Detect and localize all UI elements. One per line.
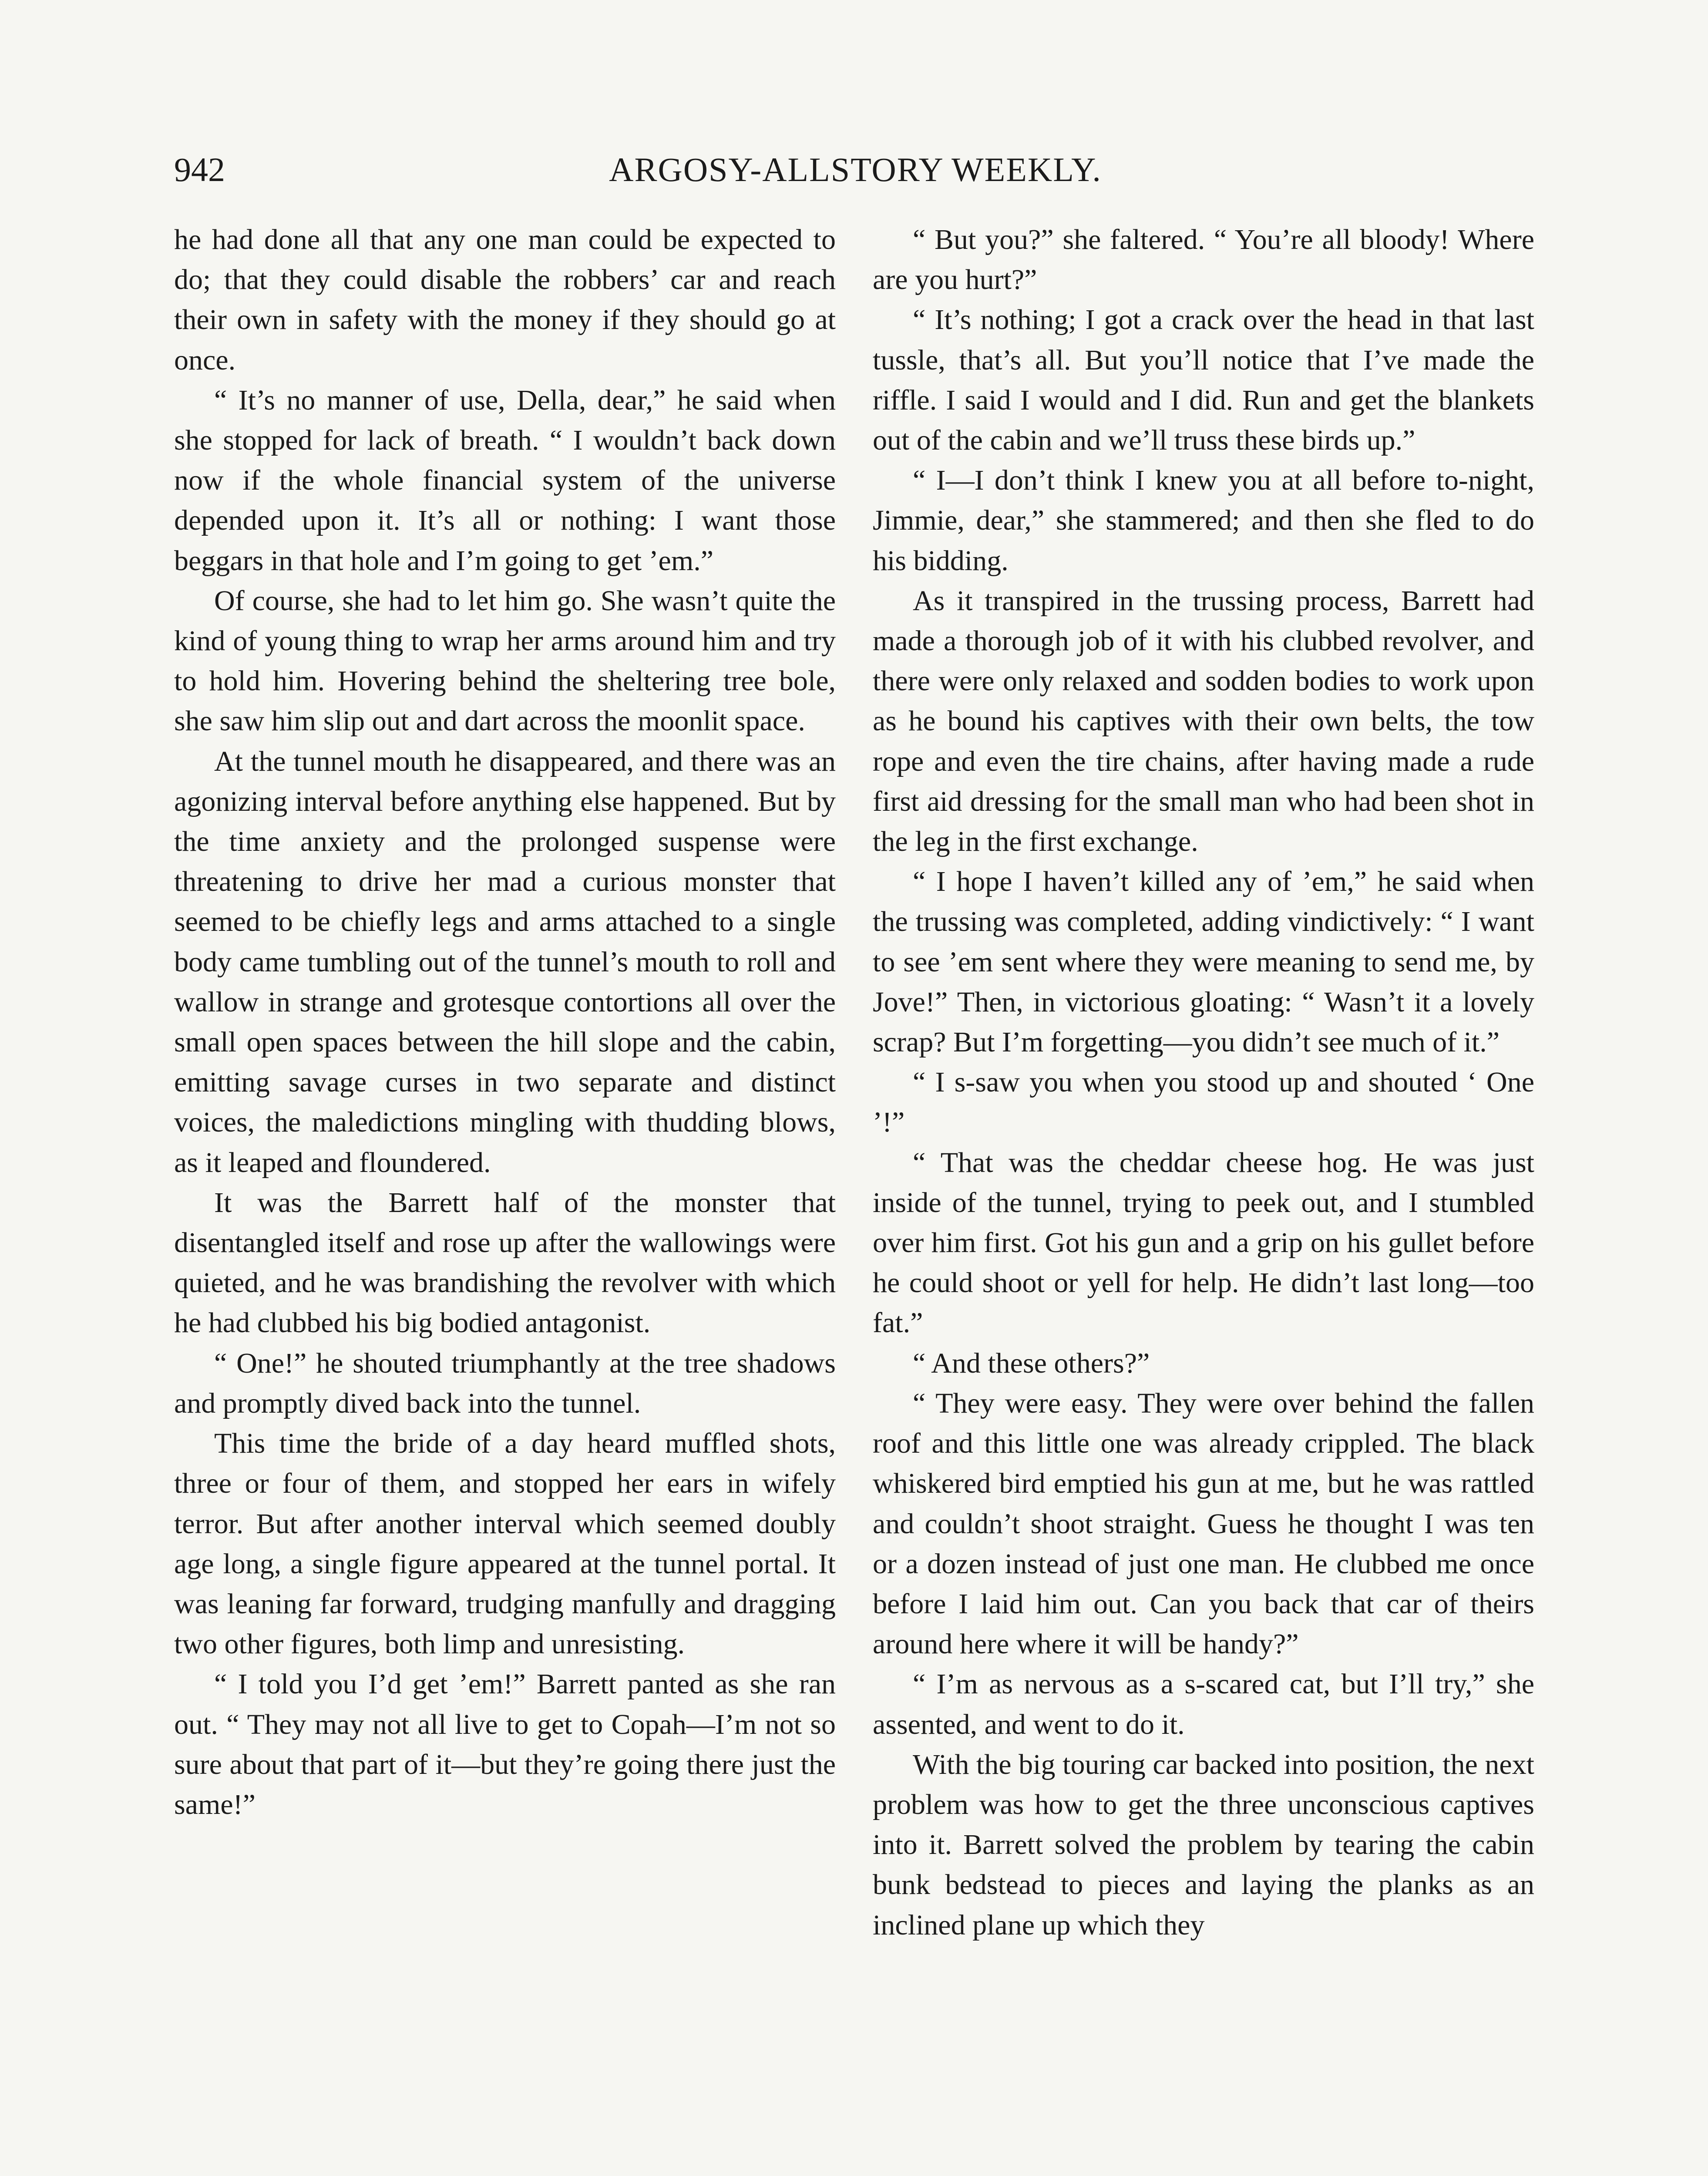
right-text-column: [873, 220, 1534, 2176]
paragraph: “ I—I don’t think I knew you at all before to-night, Jimmie, dear,” she stammered; and then she fled to do his bidding.: [873, 464, 1534, 577]
paragraph: This time the bride of a day heard muffled shots, three or four of them, and stopped her ears in wifely terror. But after another interval which seemed doubly age long, a single figure appeared at the tunnel portal. It was leaning far forward, trudging manfully and dragging two other figures, both limp and unresisting.: [174, 1427, 836, 1660]
paragraph: “ I told you I’d get ’em!” Barrett panted as she ran out. “ They may not all live to get to Copah—I’m not so sure about that part of it—but they’re going there just the same!”: [174, 1668, 836, 1820]
paragraph: Of course, she had to let him go. She wasn’t quite the kind of young thing to wrap her arms around him and try to hold him. Hovering behind the sheltering tree bole, she saw him slip out and dart across the moonlit space.: [174, 584, 836, 737]
paragraph: “ I’m as nervous as a s-scared cat, but I’ll try,” she assented, and went to do it.: [873, 1668, 1534, 1740]
page-header: [174, 144, 1537, 196]
paragraph: “ It’s no manner of use, Della, dear,” he said when she stopped for lack of breath. “ I wouldn’t back down now if the whole financial system of the universe depended upon it. It’s all or nothing: I want those beggars in that hole and I’m going to get ’em.”: [174, 384, 836, 577]
paragraph: With the big touring car backed into position, the next problem was how to get the three unconscious captives into it. Barrett solved the problem by tearing the cabin bunk bedstead to pieces and laying the planks as an inclined plane up which they: [873, 1748, 1534, 1941]
paragraph: “ But you?” she faltered. “ You’re all bloody! Where are you hurt?”: [873, 224, 1534, 296]
left-text-column: [174, 220, 836, 2176]
paragraph: “ One!” he shouted triumphantly at the tree shadows and promptly dived back into the tunnel.: [174, 1347, 836, 1419]
page-number: 942: [174, 151, 225, 188]
paragraph: “ That was the cheddar cheese hog. He was just inside of the tunnel, trying to peek out, and I stumbled over him first. Got his gun and a grip on his gullet before he could shoot or yell for help. He didn’t last long—too fat.”: [873, 1146, 1534, 1339]
paragraph: As it transpired in the trussing process, Barrett had made a thorough job of it with his clubbed revolver, and there were only relaxed and sodden bodies to work upon as he bound his captives with their own belts, the tow rope and even the tire chains, after having made a rude first aid dressing for the small man who had been shot in the leg in the first exchange.: [873, 584, 1534, 858]
paragraph: “ It’s nothing; I got a crack over the head in that last tussle, that’s all. But you’ll notice that I’ve made the riffle. I said I would and I did. Run and get the blankets out of the cabin and we’ll truss these birds up.”: [873, 304, 1534, 457]
paragraph: he had done all that any one man could be expected to do; that they could disable the robbers’ car and reach their own in safety with the money if they should go at once.: [174, 224, 836, 376]
paragraph: It was the Barrett half of the monster that disentangled itself and rose up after the wallowings were quieted, and he was brandishing the revolver with which he had clubbed his big bodied antagonist.: [174, 1186, 836, 1339]
running-title: ARGOSY-ALLSTORY WEEKLY.: [609, 151, 1102, 188]
paragraph: At the tunnel mouth he disappeared, and there was an agonizing interval before anything else happened. But by the time anxiety and the prolonged suspense were threatening to drive her mad a curious monster that seemed to be chiefly legs and arms attached to a single body came tumbling out of the tunnel’s mouth to roll and wallow in strange and grotesque contortions all over the small open spaces between the hill slope and the cabin, emitting savage curses in two separate and distinct voices, the maledictions mingling with thudding blows, as it leaped and floundered.: [174, 745, 836, 1179]
paragraph: “ And these others?”: [913, 1347, 1150, 1379]
paragraph: “ I s-saw you when you stood up and shouted ‘ One ’!”: [873, 1066, 1534, 1138]
paragraph: “ I hope I haven’t killed any of ’em,” he said when the trussing was completed, adding vindictively: “ I want to see ’em sent where they were meaning to send me, by Jove!” Then, in victorious gloating: “ Wasn’t it a lovely scrap? But I’m forgetting—you didn’t see much of it.”: [873, 866, 1534, 1058]
paragraph: “ They were easy. They were over behind the fallen roof and this little one was already crippled. The black whiskered bird emptied his gun at me, but he was rattled and couldn’t shoot straight. Guess he thought I was ten or a dozen instead of just one man. He clubbed me once before I laid him out. Can you back that car of theirs around here where it will be handy?”: [873, 1387, 1534, 1660]
